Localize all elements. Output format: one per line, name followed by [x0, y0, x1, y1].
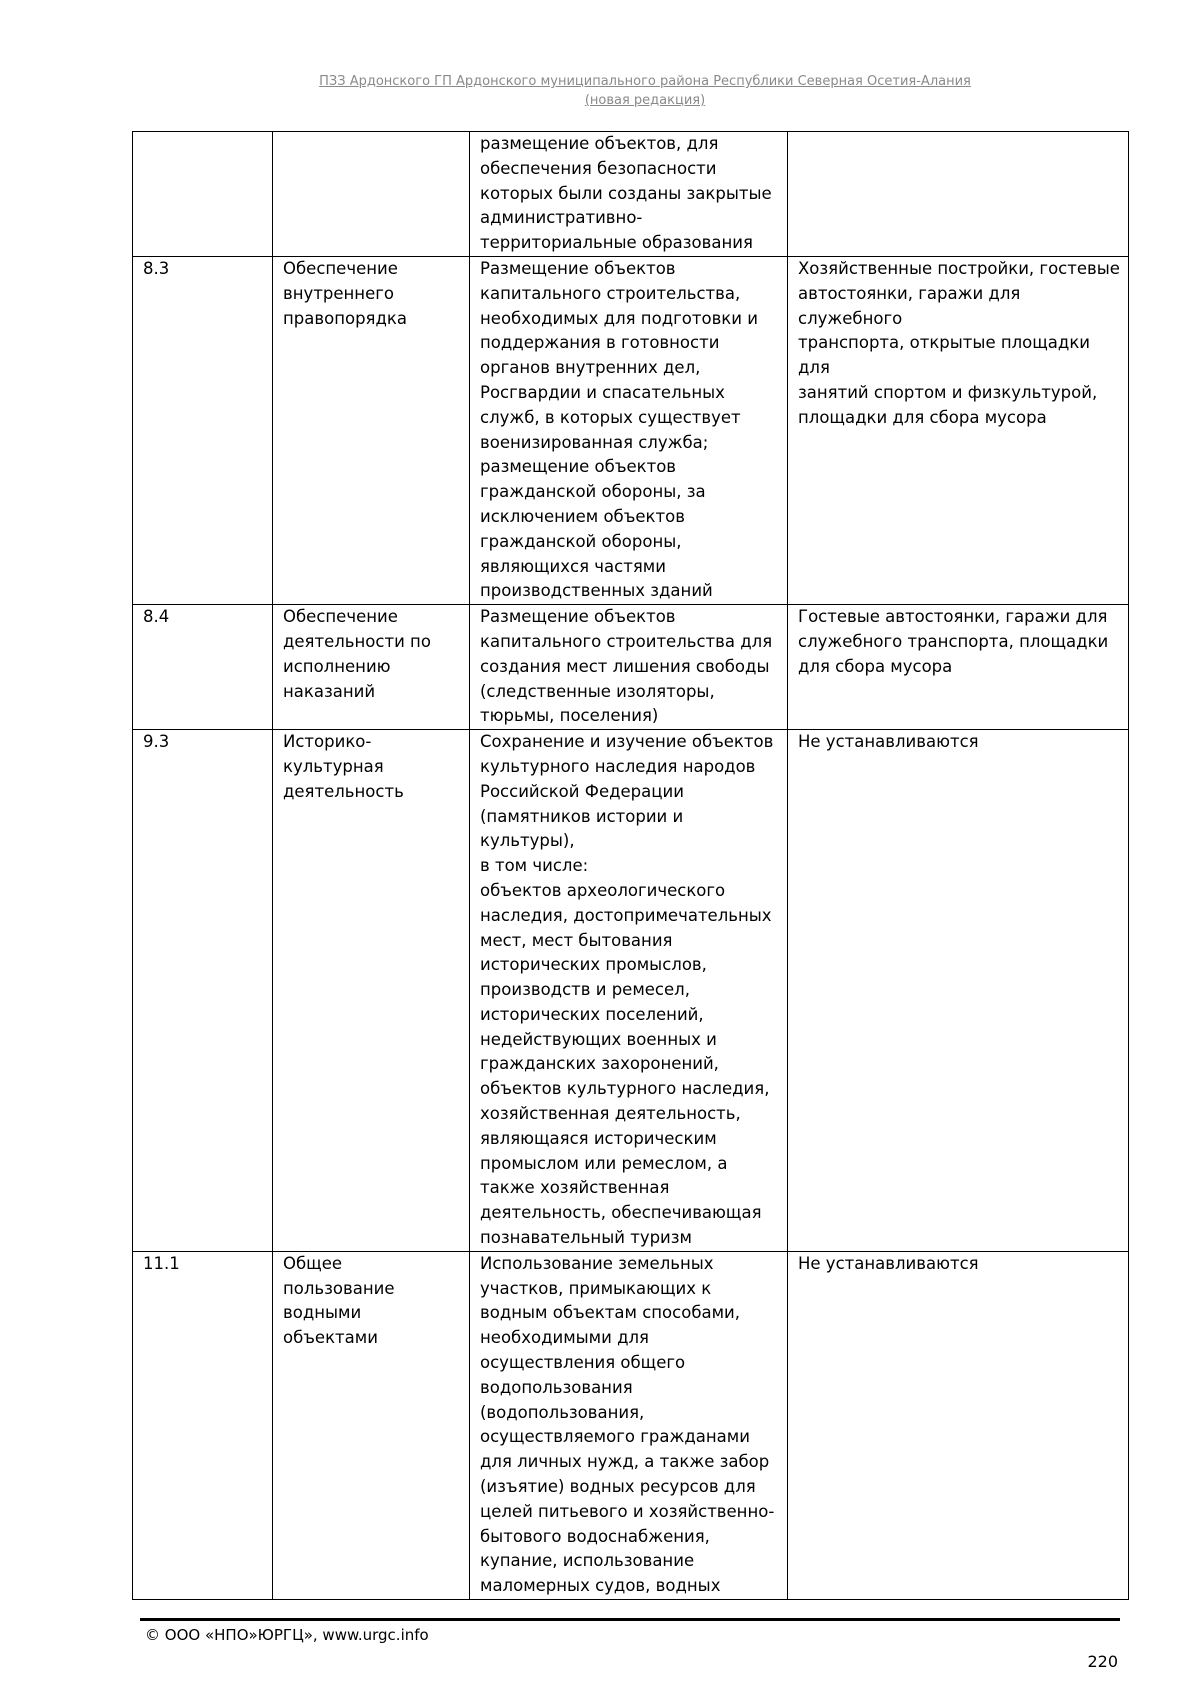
row-auxiliary-cell: Не устанавливаются [788, 730, 1129, 1252]
row-name-cell [273, 132, 470, 257]
row-code-cell: 11.1 [133, 1251, 273, 1599]
table-row [133, 730, 1129, 1252]
row-description-cell: Размещение объектов капитального строительства для создания мест лишения свободы (следственные изоляторы, тюрьмы, поселения) [470, 605, 788, 730]
row-name-cell: Историко- культурная деятельность [273, 730, 470, 1252]
row-description-cell: Сохранение и изучение объектов культурного наследия народов Российской Федерации (памятников истории и культуры), в том числе: объектов археологического наследия, достопримечательных мест, мест бытования исторических промыслов, производств и ремесел, исторических поселений, недействующих военных и гражданских захоронений, объектов культурного наследия, хозяйственная деятельность, являющаяся историческим промыслом или ремеслом, а также хозяйственная деятельность, обеспечивающая познавательный туризм [470, 730, 788, 1252]
page-number: 220 [1087, 1652, 1118, 1671]
row-auxiliary-cell [788, 132, 1129, 257]
row-description-cell: размещение объектов, для обеспечения безопасности которых были созданы закрытые административно- территориальные образования [470, 132, 788, 257]
row-description-cell: Использование земельных участков, примыкающих к водным объектам способами, необходимыми для осуществления общего водопользования (водопользования, осуществляемого гражданами для личных нужд, а также забор (изъятие) водных ресурсов для целей питьевого и хозяйственно- бытового водоснабжения, купание, использование маломерных судов, водных [470, 1251, 788, 1599]
header-subtitle: (новая редакция) [584, 93, 706, 108]
table-row [133, 605, 1129, 730]
row-name-cell: Обеспечение деятельности по исполнению наказаний [273, 605, 470, 730]
document-header [0, 72, 1200, 110]
footer-copyright: © ООО «НПО»ЮРГЦ», www.urgc.info [145, 1626, 429, 1644]
row-description-cell: Размещение объектов капитального строительства, необходимых для подготовки и поддержания в готовности органов внутренних дел, Росгвардии и спасательных служб, в которых существует военизированная служба; размещение объектов гражданской обороны, за исключением объектов гражданской обороны, являющихся частями производственных зданий [470, 256, 788, 604]
row-code-cell: 8.3 [133, 256, 273, 604]
table-row [133, 1251, 1129, 1599]
row-code-cell: 8.4 [133, 605, 273, 730]
table-row [133, 256, 1129, 604]
footer-divider [140, 1618, 1120, 1621]
row-name-cell: Обеспечение внутреннего правопорядка [273, 256, 470, 604]
header-title: ПЗЗ Ардонского ГП Ардонского муниципального района Республики Северная Осетия-Алания [319, 74, 971, 89]
row-code-cell [133, 132, 273, 257]
table-row [133, 132, 1129, 257]
row-auxiliary-cell: Хозяйственные постройки, гостевые автостоянки, гаражи для служебного транспорта, открытые площадки для занятий спортом и физкультурой, площадки для сбора мусора [788, 256, 1129, 604]
row-name-cell: Общее пользование водными объектами [273, 1251, 470, 1599]
row-code-cell: 9.3 [133, 730, 273, 1252]
row-auxiliary-cell: Не устанавливаются [788, 1251, 1129, 1599]
land-use-table [132, 131, 1129, 1600]
row-auxiliary-cell: Гостевые автостоянки, гаражи для служебного транспорта, площадки для сбора мусора [788, 605, 1129, 730]
